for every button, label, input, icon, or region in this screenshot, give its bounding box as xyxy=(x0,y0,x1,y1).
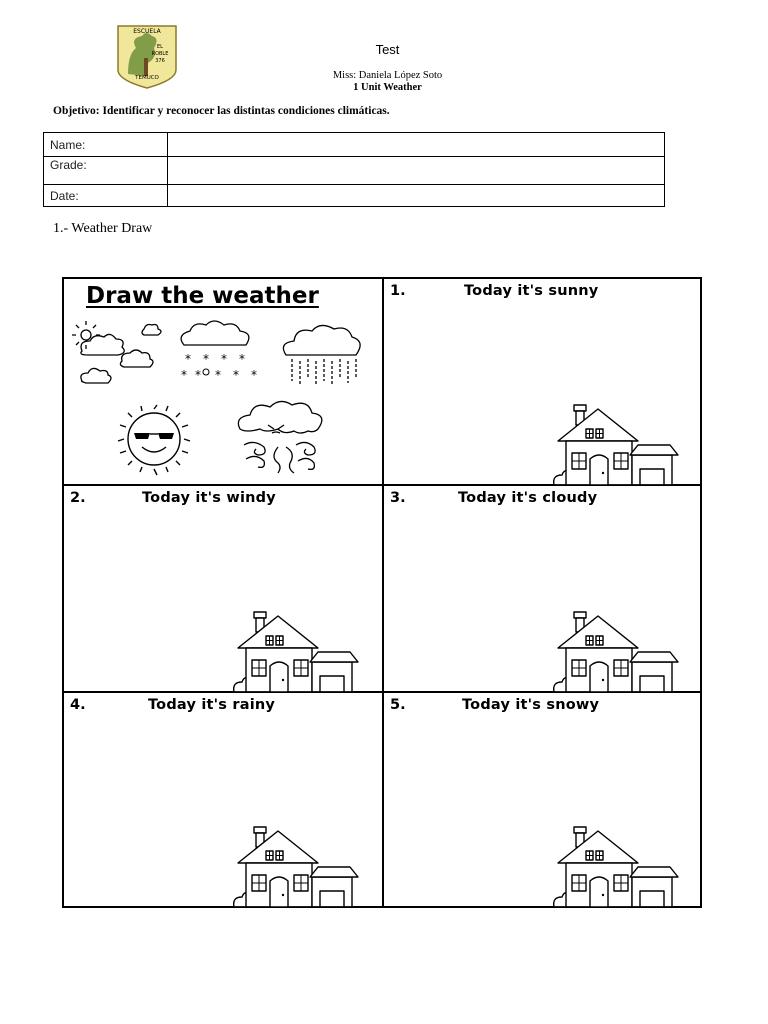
svg-text:*: * xyxy=(251,368,257,382)
panel-prompt: Today it's cloudy xyxy=(458,490,598,506)
svg-text:*: * xyxy=(181,368,187,382)
panel-number: 1. xyxy=(390,283,406,299)
house-icon xyxy=(232,827,360,907)
drawing-area[interactable] xyxy=(72,721,372,825)
panel-windy xyxy=(64,486,382,691)
date-label: Date: xyxy=(44,185,168,207)
sun-with-sunglasses-icon xyxy=(104,405,206,479)
svg-text:*: * xyxy=(239,352,245,366)
rain-cloud-icon xyxy=(280,319,376,391)
drawing-area[interactable] xyxy=(392,514,692,614)
logo-text-number: 376 xyxy=(155,58,165,64)
panel-number: 2. xyxy=(70,490,86,506)
worksheet-heading: Draw the weather xyxy=(86,283,319,309)
house-icon xyxy=(552,405,680,485)
panel-prompt: Today it's rainy xyxy=(148,697,276,713)
panel-prompt: Today it's windy xyxy=(142,490,276,506)
draw-the-weather-panel xyxy=(64,279,382,484)
panel-rainy xyxy=(64,693,382,906)
objective-text: Objetivo: Identificar y reconocer las distintas condiciones climáticas. xyxy=(53,105,390,117)
panel-number: 5. xyxy=(390,697,406,713)
logo-text-roble: ROBLE xyxy=(151,51,169,57)
sun-cloud-icon xyxy=(72,319,168,389)
svg-text:*: * xyxy=(203,352,209,366)
house-icon xyxy=(552,827,680,907)
page-title: Test xyxy=(375,42,400,57)
name-field[interactable] xyxy=(168,133,665,157)
name-label: Name: xyxy=(44,133,168,157)
svg-text:*: * xyxy=(215,368,221,382)
unit-title: 1 Unit Weather xyxy=(353,82,422,93)
panel-sunny xyxy=(384,279,700,484)
windy-cloud-icon xyxy=(234,399,340,481)
svg-text:*: * xyxy=(221,352,227,366)
svg-text:*: * xyxy=(195,368,201,382)
panel-number: 4. xyxy=(70,697,86,713)
student-info-table xyxy=(43,132,665,207)
drawing-area[interactable] xyxy=(72,514,372,614)
house-icon xyxy=(232,612,360,692)
snow-cloud-icon xyxy=(174,319,270,389)
logo-text-el: EL xyxy=(157,44,163,50)
panel-prompt: Today it's snowy xyxy=(462,697,600,713)
panel-cloudy xyxy=(384,486,700,691)
house-icon xyxy=(552,612,680,692)
svg-text:*: * xyxy=(185,352,191,366)
date-field[interactable] xyxy=(168,185,665,207)
info-row-date xyxy=(44,185,665,207)
panel-number: 3. xyxy=(390,490,406,506)
info-row-grade xyxy=(44,157,665,185)
panel-prompt: Today it's sunny xyxy=(464,283,599,299)
logo-text-escuela: ESCUELA xyxy=(133,28,161,35)
info-row-name xyxy=(44,133,665,157)
grade-field[interactable] xyxy=(168,157,665,185)
section-title: 1.- Weather Draw xyxy=(53,221,153,236)
weather-worksheet xyxy=(62,277,702,908)
teacher-name: Miss: Daniela López Soto xyxy=(332,70,443,81)
svg-text:*: * xyxy=(233,368,239,382)
grade-label: Grade: xyxy=(44,157,168,185)
logo-text-temuco: TEMUCO xyxy=(135,75,159,81)
panel-snowy xyxy=(384,693,700,906)
drawing-area[interactable] xyxy=(392,721,692,825)
drawing-area[interactable] xyxy=(392,307,692,407)
